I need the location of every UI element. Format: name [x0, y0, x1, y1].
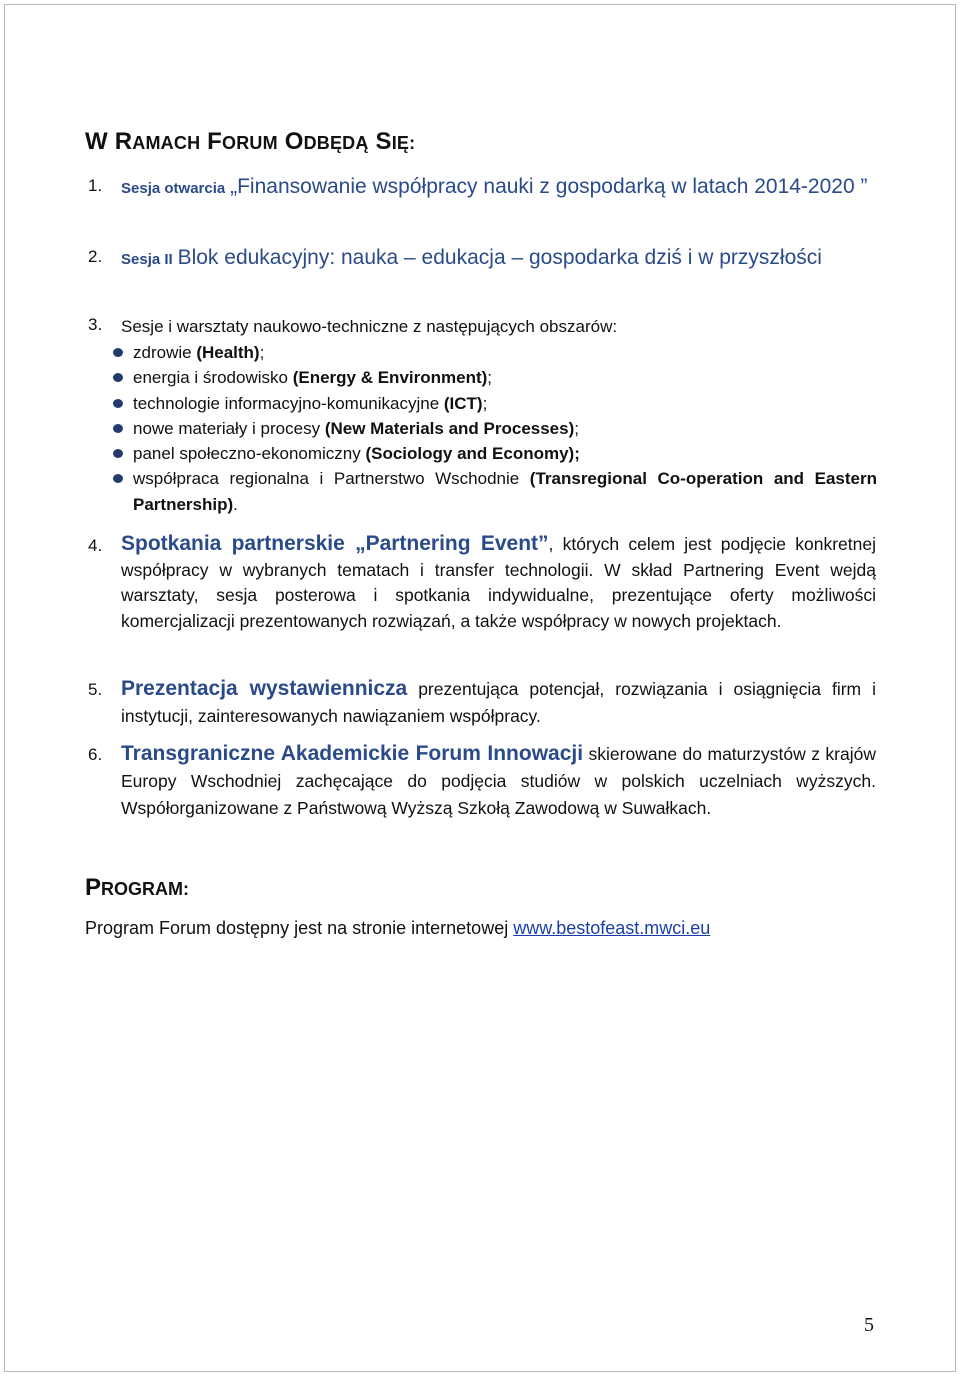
exhibition-text: prezentująca potencjał, rozwiązania i osiągnięcia firm i instytucji, zainteresowanych nawiązaniem współpracy.	[121, 679, 876, 726]
section-heading-forum: W RAMACH FORUM ODBĘDĄ SIĘ:	[85, 128, 416, 155]
academic-forum-text: skierowane do maturzystów z krajów Europy Wschodniej zachęcające do podjęcia studiów w polskich uczelniach wyższych. Współorganizowane z Państwową Wyższą Szkołą Zawodową w Suwałkach.	[121, 744, 876, 818]
session-label: Sesja otwarcia	[121, 180, 226, 197]
bullet-dot-icon	[113, 399, 123, 408]
topic-bullet-list	[113, 340, 877, 517]
bullet-dot-icon	[113, 373, 123, 382]
website-link[interactable]: www.bestofeast.mwci.eu	[513, 918, 711, 938]
session-label: Sesja II	[121, 251, 173, 268]
partnering-event-title: Spotkania partnerskie „Partnering Event”	[121, 532, 549, 555]
bullet-energy: energia i środowisko (Energy & Environment);	[113, 365, 877, 390]
exhibition-title: Prezentacja wystawiennicza	[121, 677, 408, 700]
program-text: Program Forum dostępny jest na stronie internetowej www.bestofeast.mwci.eu	[85, 918, 711, 938]
bullet-sociology: panel społeczno-ekonomiczny (Sociology and Economy);	[113, 441, 877, 466]
bullet-dot-icon	[113, 474, 123, 483]
bullet-dot-icon	[113, 348, 123, 357]
bullet-materials: nowe materiały i procesy (New Materials and Processes);	[113, 416, 877, 441]
page-number: 5	[864, 1314, 874, 1336]
bullet-ict: technologie informacyjno-komunikacyjne (ICT);	[113, 391, 877, 416]
academic-forum-title: Transgraniczne Akademickie Forum Innowacji	[121, 742, 584, 765]
partnering-event-text: , których celem jest podjęcie konkretnej współpracy w wybranych tematach i transfer technologii. W skład Partnering Event wejdą warsztaty, sesja posterowa i spotkania indywidualne, prezentujące oferty możliwości komercjalizacji prezentowanych rozwiązań, a także współpracy w nowych projektach.	[121, 534, 877, 631]
bullet-health: zdrowie (Health);	[113, 340, 877, 365]
workshops-intro: Sesje i warsztaty naukowo-techniczne z następujących obszarów:	[121, 317, 618, 336]
session-title: Blok edukacyjny: nauka – edukacja – gospodarka dziś i w przyszłości	[177, 246, 822, 269]
section-heading-program: PROGRAM:	[85, 874, 190, 901]
bullet-dot-icon	[113, 449, 123, 458]
bullet-transregional: współpraca regionalna i Partnerstwo Wschodnie (Transregional Co-operation and Eastern Partnership).	[113, 466, 877, 517]
session-title: „Finansowanie współpracy nauki z gospodarką w latach 2014-2020 ”	[230, 175, 868, 198]
bullet-dot-icon	[113, 424, 123, 433]
